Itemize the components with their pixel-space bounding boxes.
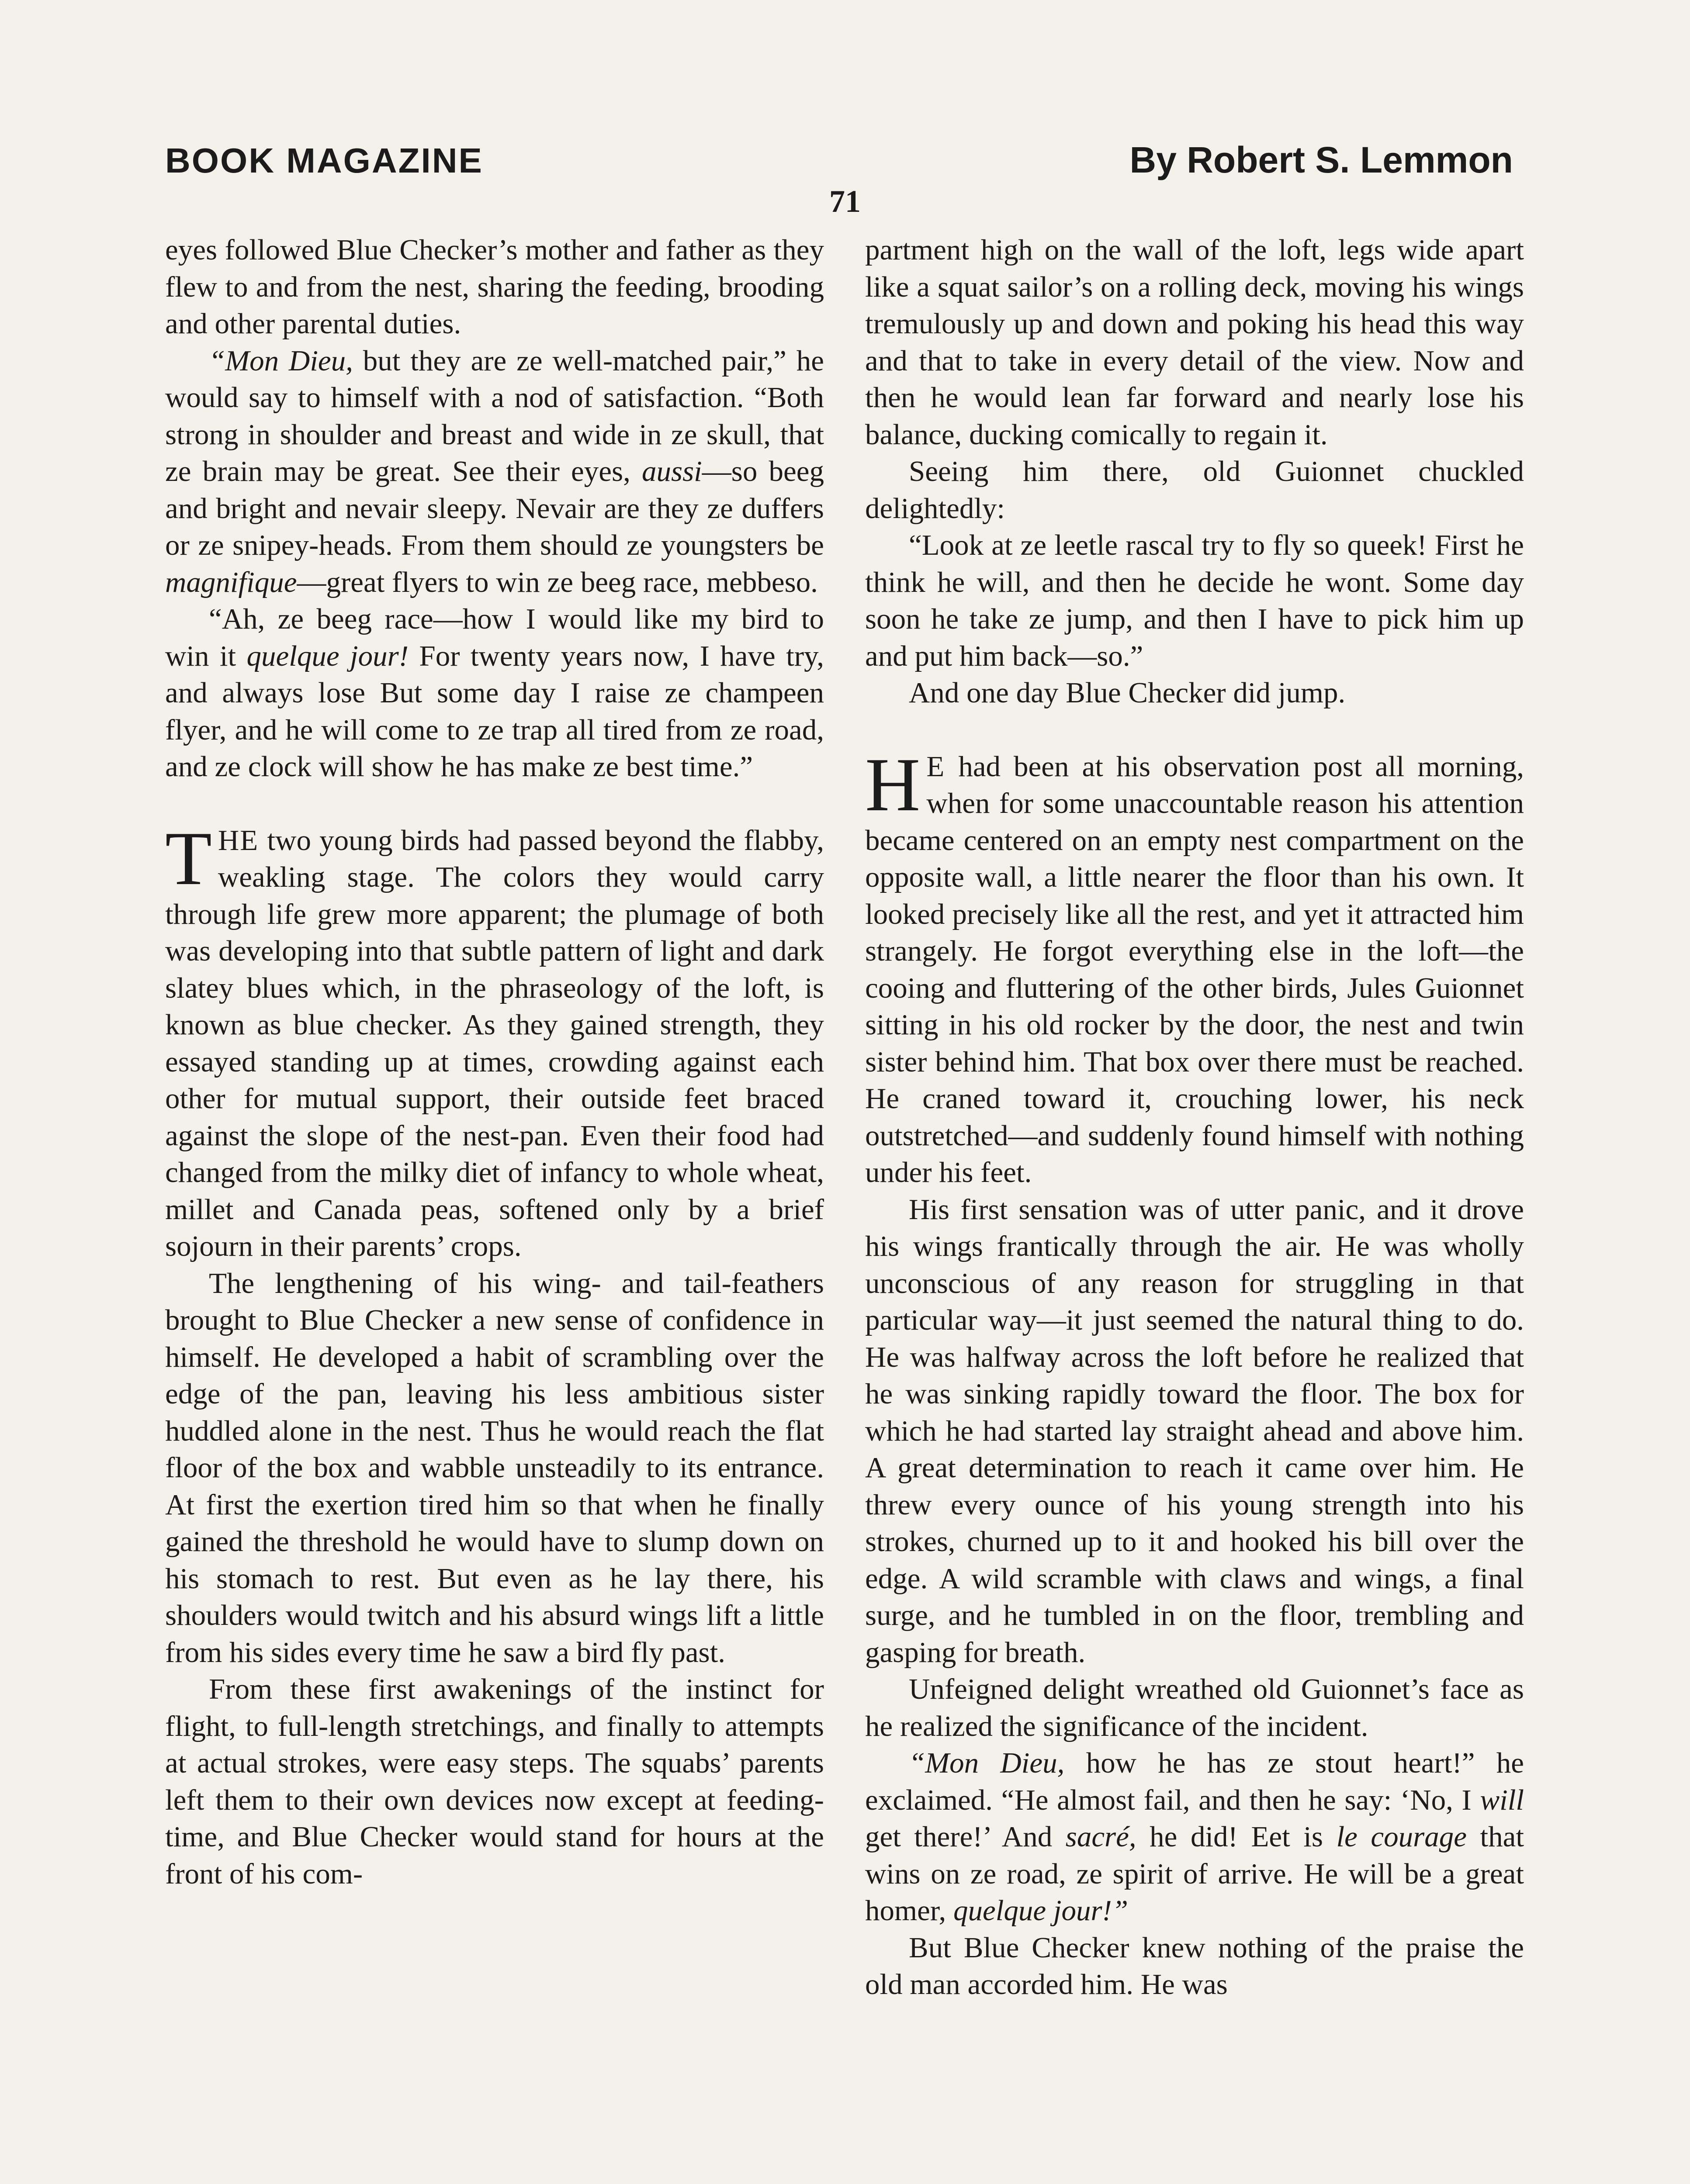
drop-cap: T [165, 816, 212, 901]
paragraph: Seeing him there, old Guionnet chuckled delightedly: [865, 455, 1524, 525]
paragraph: His first sensation was of utter panic, and it drove his wings frantically through the air. He was wholly unconscious of any reason for struggling in that particular way—it just seemed the natural thing to do. He was halfway across the loft before he realized that he was sinking rapidly toward the floor. The box for which he had started lay straight ahead and above him. A great determination to reach it came over him. He threw every ounce of his young strength into his strokes, churned up to it and hooked his bill over the edge. A wild scramble with claws and wings, a final surge, and he tumbled in on the floor, trembling and gasping for breath. [865, 1193, 1524, 1669]
page-number: 71 [829, 184, 861, 219]
paragraph: “Look at ze leetle rascal try to fly so queek! First he think he will, and then he decide he wont. Some day soon he take ze jump, and then I have to pick him up and put him back—so.” [865, 529, 1524, 672]
paragraph: “Ah, ze beeg race—how I would like my bird to win it quelque jour! For twenty years now, I have try, and always lose But some day I raise ze champeen flyer, and he will come to ze trap all tired from ze road, and ze clock will show he has make ze best time.” [165, 603, 824, 783]
author-byline: By Robert S. Lemmon [1129, 139, 1513, 180]
paragraph: And one day Blue Checker did jump. [909, 677, 1346, 709]
drop-cap: H [865, 742, 921, 827]
paragraph: The lengthening of his wing- and tail-feathers brought to Blue Checker a new sense of confidence in himself. He developed a habit of scrambling over the edge of the pan, leaving his less ambitious sister huddled alone in the nest. Thus he would reach the flat floor of the box and wabble unsteadily to its entrance. At first the exertion tired him so that when he finally gained the threshold he would have to slump down on his stomach to rest. But even as he lay there, his shoulders would twitch and his absurd wings lift a little from his sides every time he saw a bird fly past. [165, 1267, 824, 1669]
section-paragraph: THE two young birds had passed beyond the flabby, weakling stage. The colors they would carry through life grew more apparent; the plumage of both was developing into that subtle pattern of light and dark slatey blues which, in the phraseology of the loft, is known as blue checker. As they gained strength, they essayed standing up at times, crowding against each other for mutual support, their outside feet braced against the slope of the nest-pan. Even their food had changed from the milky diet of infancy to whole wheat, millet and Canada peas, softened only by a brief sojourn in their parents’ crops. [165, 816, 824, 1262]
page-header [165, 139, 1513, 187]
paragraph: “Mon Dieu, how he has ze stout heart!” he exclaimed. “He almost fail, and then he say: ‘No, I will get there!’ And sacré, he did! Eet is le courage that wins on ze road, ze spirit of arrive. He will be a great homer, quelque jour!” [865, 1747, 1524, 1927]
paragraph: Unfeigned delight wreathed old Guionnet’s face as he realized the significance of the incident. [865, 1673, 1524, 1742]
left-column [165, 232, 824, 1892]
paragraph: eyes followed Blue Checker’s mother and father as they flew to and from the nest, sharing the feeding, brooding and other parental duties. [165, 234, 824, 340]
right-column [865, 232, 1524, 2003]
magazine-title: BOOK MAGAZINE [165, 141, 483, 180]
paragraph: “Mon Dieu, but they are ze well-matched pair,” he would say to himself with a nod of satisfaction. “Both strong in shoulder and breast and wide in ze skull, that ze brain may be great. See their eyes, aussi—so beeg and bright and nevair sleepy. Nevair are they ze duffers or ze snipey-heads. From them should ze youngsters be magnifique—great flyers to win ze beeg race, mebbeso. [165, 344, 824, 598]
paragraph: partment high on the wall of the loft, legs wide apart like a squat sailor’s on a rolling deck, moving his wings tremulously up and down and poking his head this way and that to take in every detail of the view. Now and then he would lean far forward and nearly lose his balance, ducking comically to regain it. [865, 234, 1524, 451]
paragraph: But Blue Checker knew nothing of the praise the old man accorded him. He was [865, 1931, 1524, 2001]
section-paragraph: H E had been at his observation post all morning, when for some unaccountable reason his attention became centered on an empty nest compartment on the opposite wall, a little nearer the floor than his own. It looked precisely like all the rest, and yet it attracted him strangely. He forgot everything else in the loft—the cooing and fluttering of the other birds, Jules Guionnet sitting in his old rocker by the door, the nest and twin sister behind him. That box over there must be reached. He craned toward it, crouching lower, his neck outstretched—and suddenly found himself with nothing under his feet. [865, 742, 1524, 1189]
paragraph: From these first awakenings of the instinct for flight, to full-length stretchings, and finally to attempts at actual strokes, were easy steps. The squabs’ parents left them to their own devices now except at feeding-time, and Blue Checker would stand for hours at the front of his com- [165, 1673, 824, 1890]
